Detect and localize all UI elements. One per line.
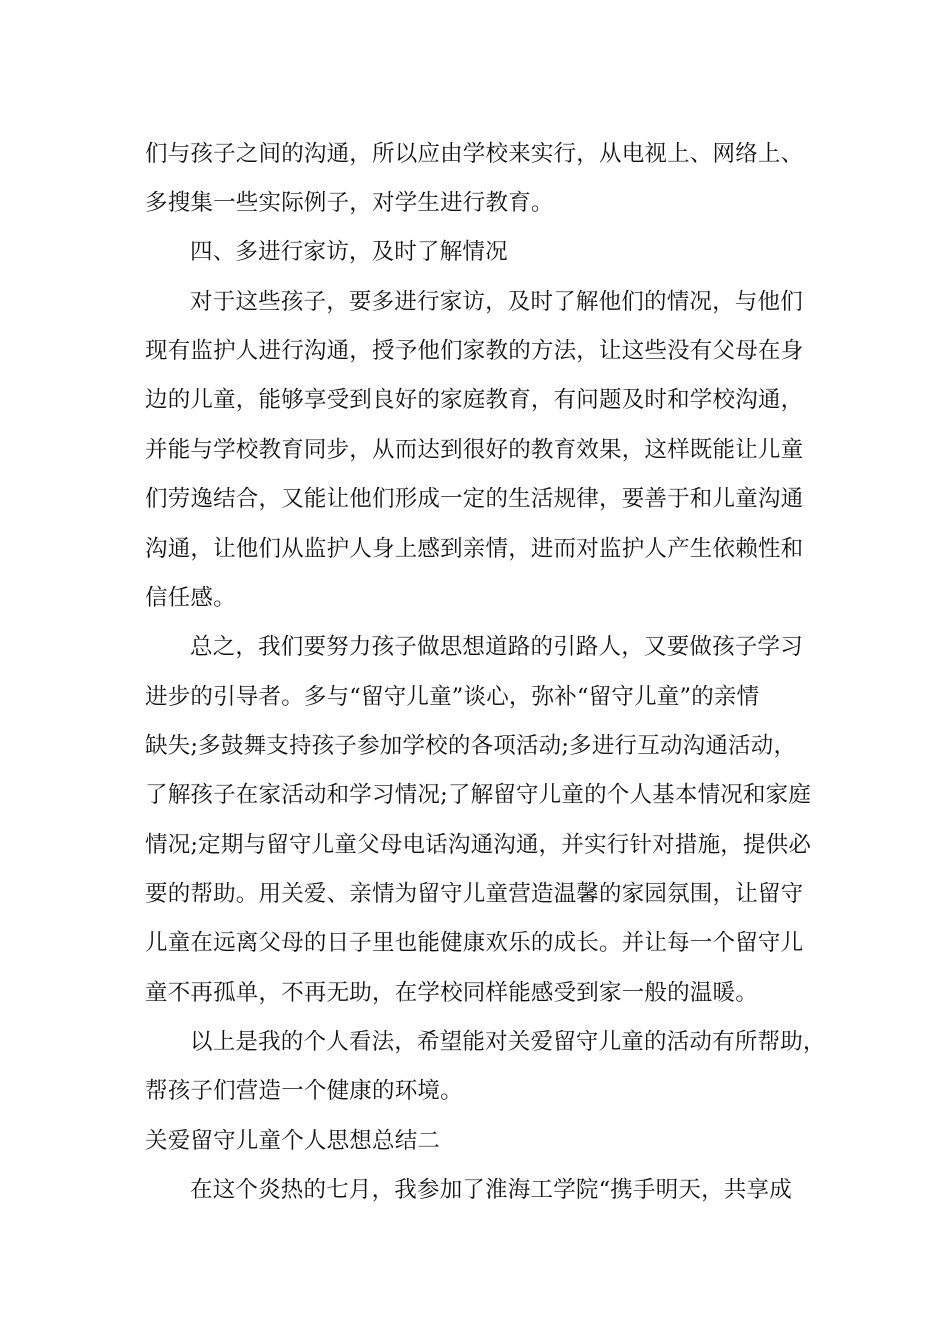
- text-line: 了解孩子在家活动和学习情况;了解留守儿童的个人基本情况和家庭: [145, 782, 812, 808]
- text-line: 总之，我们要努力孩子做思想道路的引路人，又要做孩子学习: [190, 634, 803, 660]
- text-line: 沟通，让他们从监护人身上感到亲情，进而对监护人产生依赖性和: [145, 536, 804, 562]
- text-line: 们与孩子之间的沟通，所以应由学校来实行，从电视上、网络上、: [145, 141, 804, 167]
- text-line: 情况;定期与留守儿童父母电话沟通沟通，并实行针对措施，提供必: [145, 832, 812, 858]
- text-line: 帮孩子们营造一个健康的环境。: [145, 1078, 463, 1104]
- text-line: 进步的引导者。多与“留守儿童”谈心，弥补“留守儿童”的亲情: [145, 684, 760, 710]
- text-line: 信任感。: [145, 585, 236, 611]
- section-title: 关爱留守儿童个人思想总结二: [145, 1128, 441, 1154]
- text-line: 现有监护人进行沟通，授予他们家教的方法，让这些没有父母在身: [145, 338, 804, 364]
- text-line: 多搜集一些实际例子，对学生进行教育。: [145, 190, 554, 216]
- text-line: 并能与学校教育同步，从而达到很好的教育效果，这样既能让儿童: [145, 437, 804, 463]
- text-line: 缺失;多鼓舞支持孩子参加学校的各项活动;多进行互动沟通活动，: [145, 733, 797, 759]
- text-line: 对于这些孩子，要多进行家访，及时了解他们的情况，与他们: [190, 289, 803, 315]
- text-line: 要的帮助。用关爱、亲情为留守儿童营造温馨的家园氛围，让留守: [145, 881, 804, 907]
- text-line: 们劳逸结合，又能让他们形成一定的生活规律，要善于和儿童沟通: [145, 486, 804, 512]
- text-line: 儿童在远离父母的日子里也能健康欢乐的成长。并让每一个留守儿: [145, 930, 804, 956]
- text-line: 边的儿童，能够享受到良好的家庭教育，有问题及时和学校沟通，: [145, 387, 804, 413]
- section-heading: 四、多进行家访，及时了解情况: [190, 239, 508, 265]
- text-line: 以上是我的个人看法，希望能对关爱留守儿童的活动有所帮助，: [190, 1029, 826, 1055]
- text-line: 童不再孤单，不再无助，在学校同样能感受到家一般的温暖。: [145, 980, 758, 1006]
- text-line: 在这个炎热的七月，我参加了淮海工学院“携手明天，共享成: [190, 1177, 792, 1203]
